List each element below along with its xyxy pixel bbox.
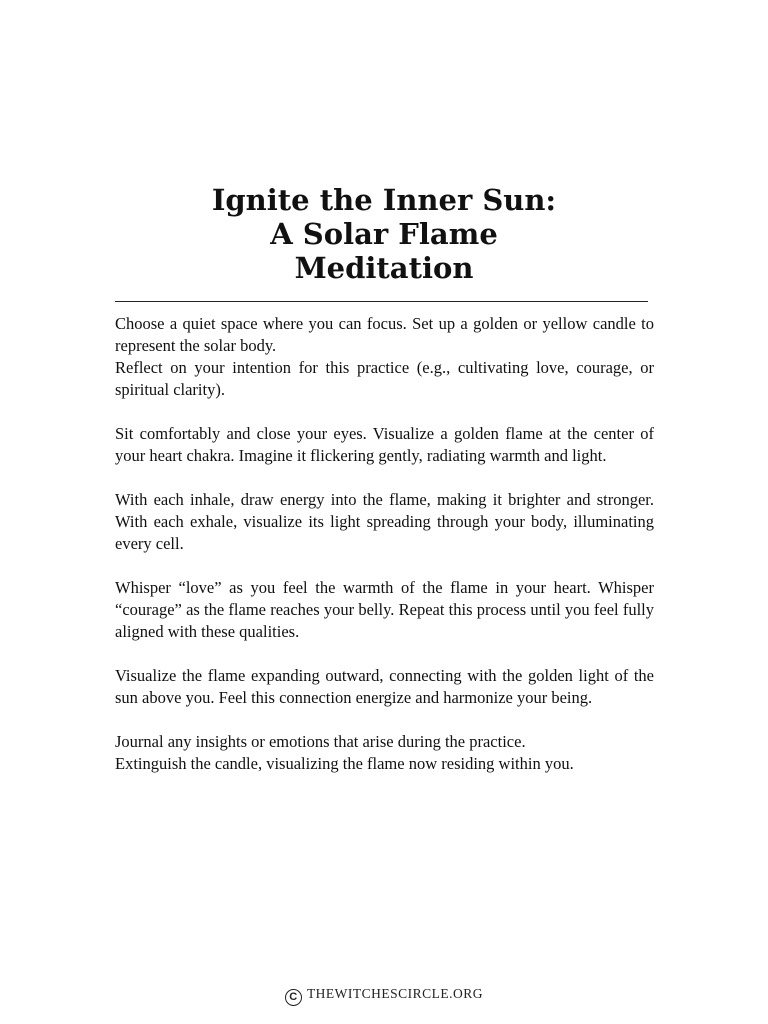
- paragraph-visualize-flame: [115, 423, 654, 467]
- paragraph-whisper: [115, 577, 654, 643]
- footer-site-name[interactable]: THEWITCHESCIRCLE.ORG: [306, 986, 484, 1001]
- title-line-1: Ignite the Inner Sun:: [211, 183, 557, 217]
- title-line-2: A Solar Flame: [270, 217, 498, 251]
- title-divider: [115, 301, 648, 302]
- paragraph-line: Whisper “love” as you feel the warmth of the flame in your heart. Whisper “courage” as the flame reaches your belly. Repeat this process until you feel fully aligned with these qualities.: [115, 578, 654, 641]
- paragraph-line: Journal any insights or emotions that arise during the practice.: [115, 732, 526, 751]
- paragraph-line: With each inhale, draw energy into the flame, making it brighter and stronger. With each exhale, visualize its light spreading through your body, illuminating every cell.: [115, 490, 654, 553]
- paragraph-line: Choose a quiet space where you can focus. Set up a golden or yellow candle to represent the solar body.: [115, 314, 654, 355]
- paragraph-line: Extinguish the candle, visualizing the flame now residing within you.: [115, 754, 574, 773]
- paragraph-expanding: [115, 665, 654, 709]
- title-line-3: Meditation: [294, 251, 474, 285]
- body-text: [115, 313, 654, 797]
- page-title: [0, 183, 768, 285]
- copyright-icon: C: [285, 989, 302, 1006]
- paragraph-breathing: [115, 489, 654, 555]
- paragraph-line: Reflect on your intention for this practice (e.g., cultivating love, courage, or spiritual clarity).: [115, 358, 654, 399]
- paragraph-closing: [115, 731, 654, 775]
- paragraph-line: Visualize the flame expanding outward, connecting with the golden light of the sun above you. Feel this connection energize and harmonize your being.: [115, 666, 654, 707]
- paragraph-preparation: [115, 313, 654, 401]
- paragraph-line: Sit comfortably and close your eyes. Visualize a golden flame at the center of your heart chakra. Imagine it flickering gently, radiating warmth and light.: [115, 424, 654, 465]
- footer: [0, 986, 768, 1006]
